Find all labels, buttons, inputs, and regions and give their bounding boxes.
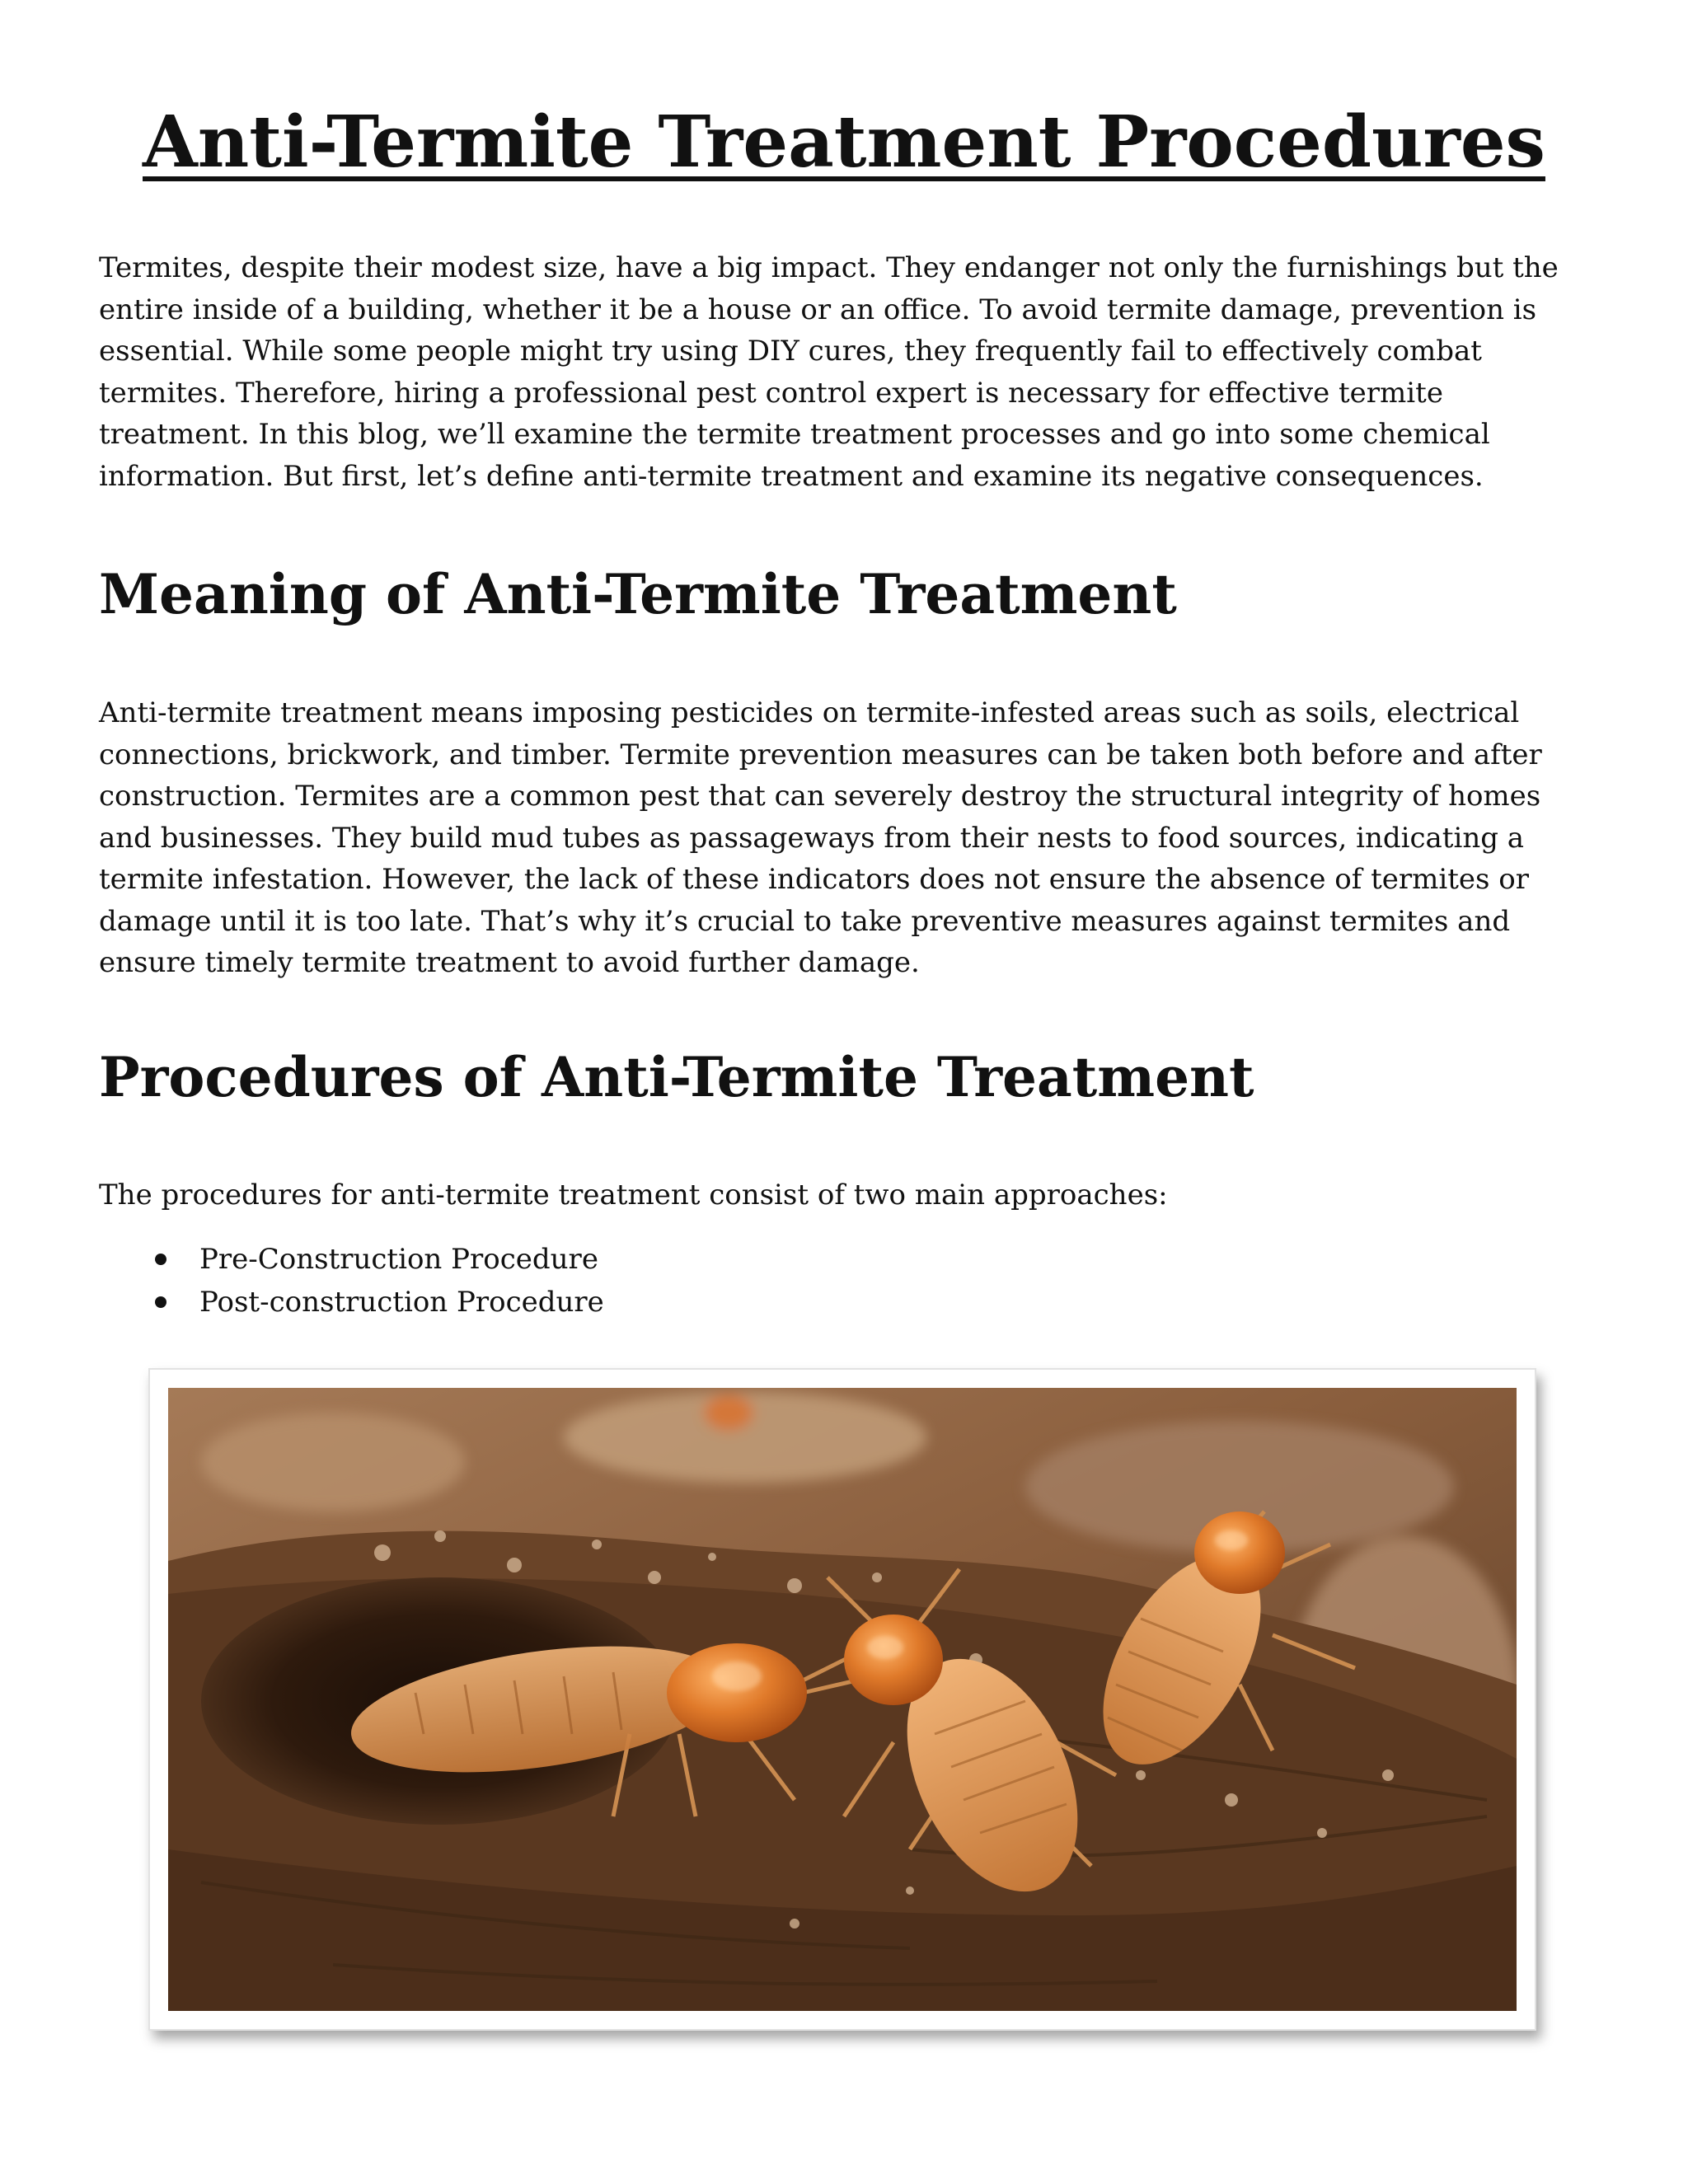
termites-photo-illustration bbox=[168, 1388, 1517, 2011]
bullet-icon bbox=[155, 1254, 166, 1265]
list-item bbox=[148, 1281, 604, 1324]
document-title bbox=[0, 97, 1688, 188]
bullet-icon bbox=[155, 1296, 166, 1308]
intro-paragraph: Termites, despite their modest size, have a big impact. They endanger not only the furnishings but the entire inside of a building, whether it be a house or an office. To avoid termite damage, prevention is essential. While some people might try using DIY cures, they frequently fail to effectively combat termites. Therefore, hiring a professional pest control expert is necessary for effective termite treatment. In this blog, we’ll examine the termite treatment processes and go into some chemical information. But first, let’s define anti-termite treatment and examine its negative consequences. bbox=[99, 251, 1559, 493]
photo-frame bbox=[148, 1368, 1536, 2031]
section-heading-meaning: Meaning of Anti-Termite Treatment bbox=[99, 562, 1177, 626]
section-heading-procedures: Procedures of Anti-Termite Treatment bbox=[99, 1045, 1254, 1109]
section-body-meaning: Anti-termite treatment means imposing pesticides on termite-infested areas such as soils, electrical connections, brickwork, and timber. Termite prevention measures can be taken both before and after construction. Termites are a common pest that can severely destroy the structural integrity of homes and businesses. They build mud tubes as passageways from their nests to food sources, indicating a termite infestation. However, the lack of these indicators does not ensure the absence of termites or damage until it is too late. That’s why it’s crucial to take preventive measures against termites and ensure timely termite treatment to avoid further damage. bbox=[99, 696, 1542, 979]
section-body-procedures: The procedures for anti-termite treatment consist of two main approaches: bbox=[99, 1179, 1168, 1212]
list-item-text: Post-construction Procedure bbox=[199, 1286, 604, 1319]
procedure-list bbox=[148, 1238, 604, 1324]
document-title-text: Anti-Termite Treatment Procedures bbox=[143, 101, 1545, 184]
list-item bbox=[148, 1238, 604, 1281]
list-item-text: Pre-Construction Procedure bbox=[199, 1243, 598, 1276]
termites-on-wood-photo bbox=[168, 1388, 1517, 2011]
